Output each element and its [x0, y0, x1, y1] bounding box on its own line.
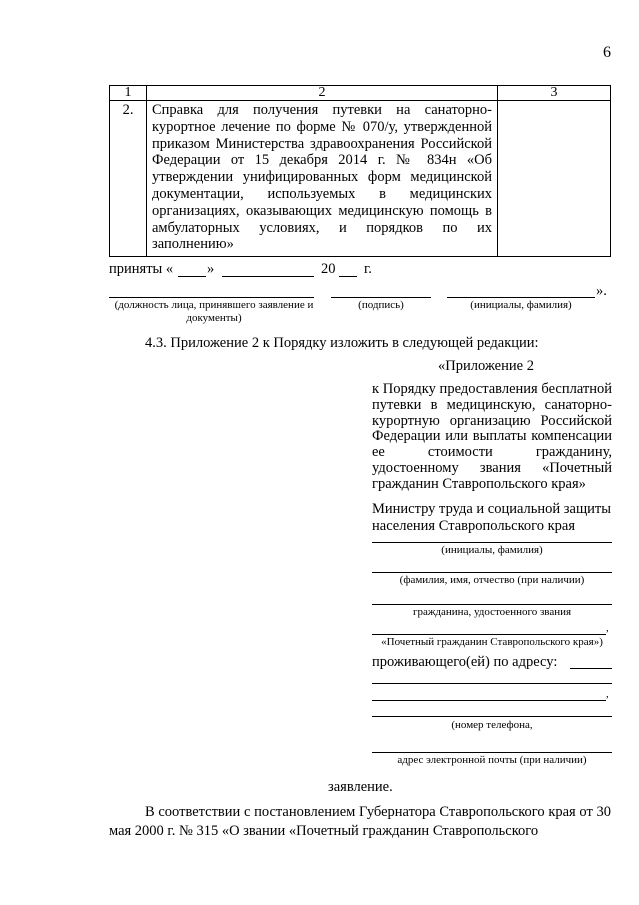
- table-header-row: [110, 86, 611, 101]
- row-col3: [498, 101, 611, 257]
- caption-honor-title: «Почетный гражданин Ставропольского края»): [381, 636, 603, 648]
- position-line: [109, 297, 314, 298]
- appendix-title: «Приложение 2: [438, 358, 534, 374]
- initials-field-line: [372, 542, 612, 543]
- end-mark: ».: [596, 283, 607, 299]
- documents-table: [109, 85, 611, 257]
- phone-field-line: [372, 716, 612, 717]
- address-line-3: [372, 700, 606, 701]
- fio-field-line: [372, 572, 612, 573]
- address-line-2: [372, 683, 612, 684]
- caption-citizen: гражданина, удостоенного звания: [412, 606, 572, 618]
- header-col-1: 1: [110, 86, 147, 101]
- residing-label: проживающего(ей) по адресу:: [372, 654, 558, 670]
- statement-title: заявление.: [328, 779, 393, 795]
- accepted-prefix: приняты «: [109, 261, 174, 277]
- initials-line: [447, 297, 595, 298]
- day-blank: [178, 276, 206, 277]
- caption-phone: (номер телефона,: [451, 719, 533, 731]
- page-number: 6: [603, 44, 611, 61]
- header-col-3: 3: [498, 86, 611, 101]
- caption-signature: (подпись): [358, 299, 404, 311]
- caption-position: (должность лица, принявшего заявление и документы): [114, 299, 314, 324]
- year-blank: [339, 276, 357, 277]
- signature-line: [331, 297, 431, 298]
- row-text: Справка для получения путевки на санаторно-курортное лечение по форме № 070/у, утвержденной приказом Министерства здравоохранения Российской Федерации от 15 декабря 2014 г. № 834н «Об утверждении унифицированных форм медицинской документации, используемых в медицинских организациях, оказывающих медицинскую помощь в амбулаторных условиях, и порядков по их заполнению»: [147, 101, 498, 257]
- caption-recipient-initials: (инициалы, фамилия): [441, 544, 543, 556]
- citizen-field-line: [372, 604, 612, 605]
- accepted-mid: »: [207, 261, 215, 277]
- address-line-1: [570, 668, 612, 669]
- header-col-2: 2: [147, 86, 498, 101]
- minister-text: Министру труда и социальной защиты населения Ставропольского края: [372, 501, 611, 534]
- caption-initials: (инициалы, фамилия): [470, 299, 572, 311]
- clause-text: 4.3. Приложение 2 к Порядку изложить в следующей редакции:: [145, 335, 539, 351]
- accepted-year: 20: [321, 261, 336, 277]
- month-blank: [222, 276, 314, 277]
- row-number: 2.: [110, 101, 147, 257]
- title-field-line: [372, 634, 606, 635]
- accepted-suffix: г.: [364, 261, 372, 277]
- caption-email: адрес электронной почты (при наличии): [397, 754, 587, 766]
- body-paragraph: В соответствии с постановлением Губернатора Ставропольского края от 30 мая 2000 г. № 315 «О звании «Почетный гражданин Ставропольского: [109, 804, 611, 839]
- table-row: [110, 101, 611, 257]
- appendix-text: к Порядку предоставления бесплатной путевки в медицинскую, санаторно-курортную организацию Российской Федерации или выплаты компенсации ее стоимости гражданину, удостоенному звания «Почетный гражданин Ставропольского края»: [372, 381, 612, 492]
- caption-fio: (фамилия, имя, отчество (при наличии): [399, 574, 585, 586]
- email-field-line: [372, 752, 612, 753]
